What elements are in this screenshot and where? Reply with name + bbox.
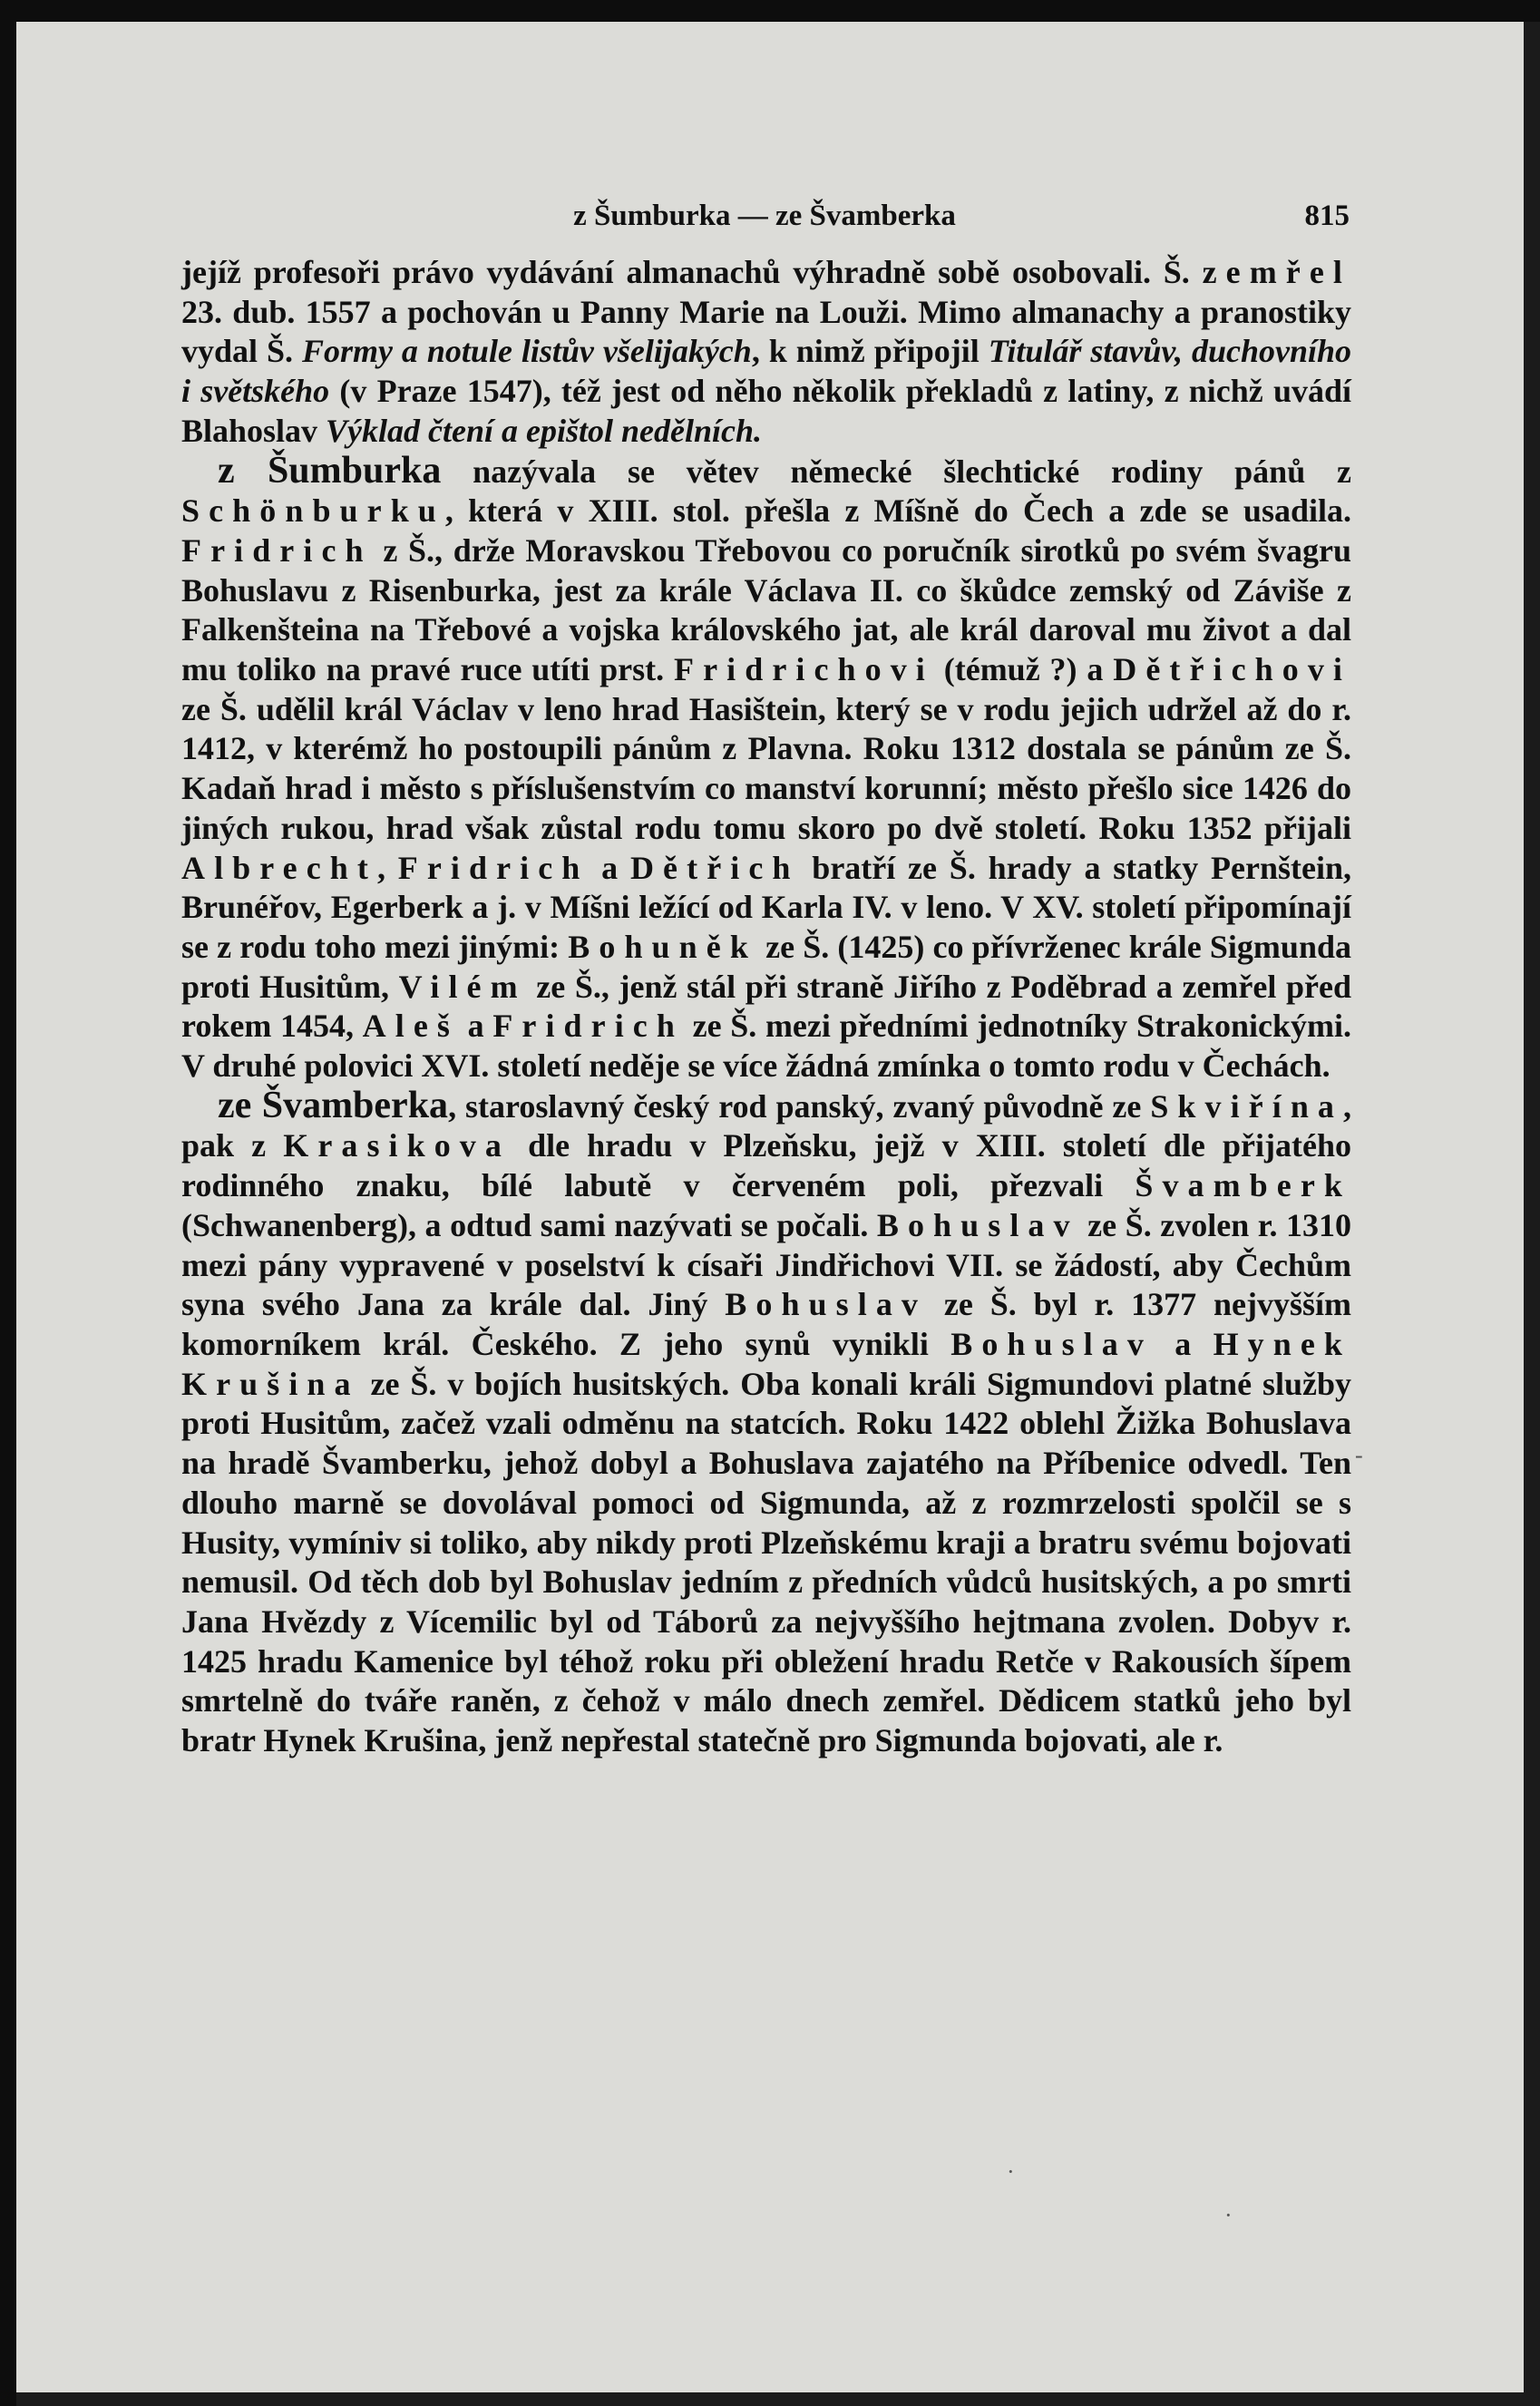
text-run: nazývala se větev německé šlechtické rodiny pánů z [441, 453, 1351, 490]
text-run: ze Š. zvolen r. 1310 mezi pány vypravené v poselství k císaři Jindřichovi VII. se žádostí, aby Čechům syna svého Jana za krále dal. Jiný [181, 1206, 1351, 1323]
spaced-name: Albrecht [181, 849, 377, 886]
text-run: a [1152, 1325, 1213, 1362]
entry-z-sumburka [181, 449, 1352, 1086]
text-run: a [458, 1008, 493, 1045]
title-italic: Titulář stavův, duchovního i světského [181, 333, 1351, 410]
entry-headword: ze Švamberka [218, 1084, 449, 1126]
entry-headword: z Šumburka [218, 449, 442, 492]
body-text [181, 253, 1351, 1761]
spaced-name: Fridrich [492, 1008, 684, 1045]
paragraph-continuation [181, 253, 1351, 452]
text-run: z Š., drže Moravskou Třebovou co poručník sirotků po svém švagru Bohuslavu z Risenburka, jest za krále Václava II. co škůdce zemský od Záviše z Falkenšteina na Třebové a vojska královského jat, ale král daroval mu život a dal mu toliko na pravé ruce utíti prst. [181, 531, 1351, 688]
text-run: dle hradu v Plzeňsku, jejž v XIII. století dle přijatého rodinného znaku, bílé labutě v červeném poli, přezvali [181, 1127, 1351, 1204]
spaced-name: Bohuslav [950, 1325, 1153, 1362]
text-run: ze Š. (1425) co přívrženec krále Sigmunda proti Husitům, [181, 928, 1351, 1005]
text-run: , k nimž připojil [751, 333, 989, 370]
text-run: ze Š. mezi předními jednotníky Strakonickými. V druhé polovici XVI. století neděje se více žádná zmínka o tomto rodu v Čechách. [181, 1008, 1351, 1085]
text-run: 23. dub. 1557 a pochován u Panny Marie na Louži. Mimo almanachy a pranostiky vydal Š. [181, 293, 1351, 370]
spaced-name: Skviřína [1150, 1087, 1343, 1125]
spaced-name: Vilém [398, 968, 527, 1005]
text-run: jejíž profesoři právo vydávání almanachů výhradně sobě osobovali. Š. [181, 254, 1203, 290]
text-run: , [376, 849, 398, 886]
spaced-name: Aleš [362, 1008, 459, 1045]
title-italic: Formy a notule listův všelijakých [301, 333, 752, 370]
spaced-name: Dětřichovi [1113, 651, 1351, 688]
text-run: bratří ze Š. hrady a statky Pernštein, Brunéřov, Egerberk a j. v Míšni ležící od Karla IV. v leno. V XV. století připomínají se z rodu toho mezi jinými: [181, 849, 1352, 965]
text-run: , která v XIII. stol. přešla z Míšně do Čech a zde se usadila. [444, 492, 1351, 530]
scan-speck: · [1007, 2158, 1015, 2185]
scan-speck: - [1355, 1442, 1363, 1468]
title-italic: Výklad čtení a epištol nedělních. [326, 412, 763, 449]
page-number: 815 [1304, 200, 1350, 232]
scan-speck: · [1224, 2202, 1233, 2228]
scan-top-edge [0, 0, 1540, 22]
spaced-name: Dětřich [629, 849, 800, 886]
spaced-name: Bohuslav [725, 1286, 927, 1323]
spaced-name: Schönburku [181, 492, 445, 530]
text-run: ze Š. byl r. 1377 nejvyšším komorníkem král. Českého. Z jeho synů vynikli [181, 1286, 1351, 1362]
text-run: , pak z [181, 1087, 1351, 1164]
book-page [16, 22, 1524, 2392]
text-run: ze Š., jenž stál při straně Jiřího z Poděbrad a zemřel před rokem 1454, [181, 968, 1351, 1045]
page-header [180, 200, 1350, 236]
spaced-name: Fridrichovi [674, 651, 934, 688]
spaced-name: Bohuslav [876, 1206, 1079, 1243]
spaced-name: Krasikova [283, 1127, 511, 1164]
spaced-text: zemřel [1202, 254, 1351, 290]
text-run: ze Š. v bojích husitských. Oba konali králi Sigmundovi platné služby proti Husitům, začež vzali odměnu na statcích. Roku 1422 oblehl Žižka Bohuslava na hradě Švamberku, jehož dobyl a Bohuslava zajatého na Příbenice odvedl. Ten dlouho marně se dovolával pomoci od Sigmunda, až z rozmrzelosti spolčil se s Husity, vymíniv si toliko, aby nikdy proti Plzeňskému kraji a bratru svému bojovati nemusil. Od těch dob byl Bohuslav jedním z předních vůdců husitských, a po smrti Jana Hvězdy z Vícemilic byl od Táborů za nejvyššího hejtmana zvolen. Dobyv r. 1425 hradu Kamenice byl téhož roku při obležení hradu Retče v Rakousích šípem smrtelně do tváře raněn, z čehož v málo dnech zemřel. Dědicem statků jeho byl bratr Hynek Krušina, jenž nepřestal statečně pro Sigmunda bojovati, ale r. [181, 1365, 1351, 1759]
text-run: (Schwanenberg), a odtud sami nazývati se počali. [181, 1206, 877, 1243]
spaced-name: Fridrich [397, 849, 590, 886]
spaced-name: Švamberk [1135, 1167, 1351, 1204]
spaced-name: Hynek Krušina [181, 1325, 1351, 1402]
spaced-name: Fridrich [181, 531, 373, 569]
entry-ze-svamberka [181, 1086, 1351, 1761]
text-run: , staroslavný český rod panský, zvaný původně ze [448, 1087, 1151, 1125]
text-run: ze Š. udělil král Václav v leno hrad Hasištein, který se v rodu jejich udržel až do r. 1412, v kterémž ho postoupili pánům z Plavna. Roku 1312 dostala se pánům ze Š. Kadaň hrad i město s příslušenstvím co manství korunní; město přešlo sice 1426 do jiných rukou, hrad však zůstal rodu tomu skoro po dvě století. Roku 1352 přijali [181, 690, 1351, 846]
scan-left-edge [0, 0, 16, 2406]
text-run: (v Praze 1547), též jest od něho několik překladů z latiny, z nichž uvádí Blahoslav [181, 373, 1351, 449]
running-head: z Šumburka — ze Švamberka [573, 200, 956, 232]
spaced-name: Bohuněk [568, 928, 757, 965]
text-run: a [589, 849, 630, 886]
text-run: (témuž ?) a [933, 651, 1114, 688]
